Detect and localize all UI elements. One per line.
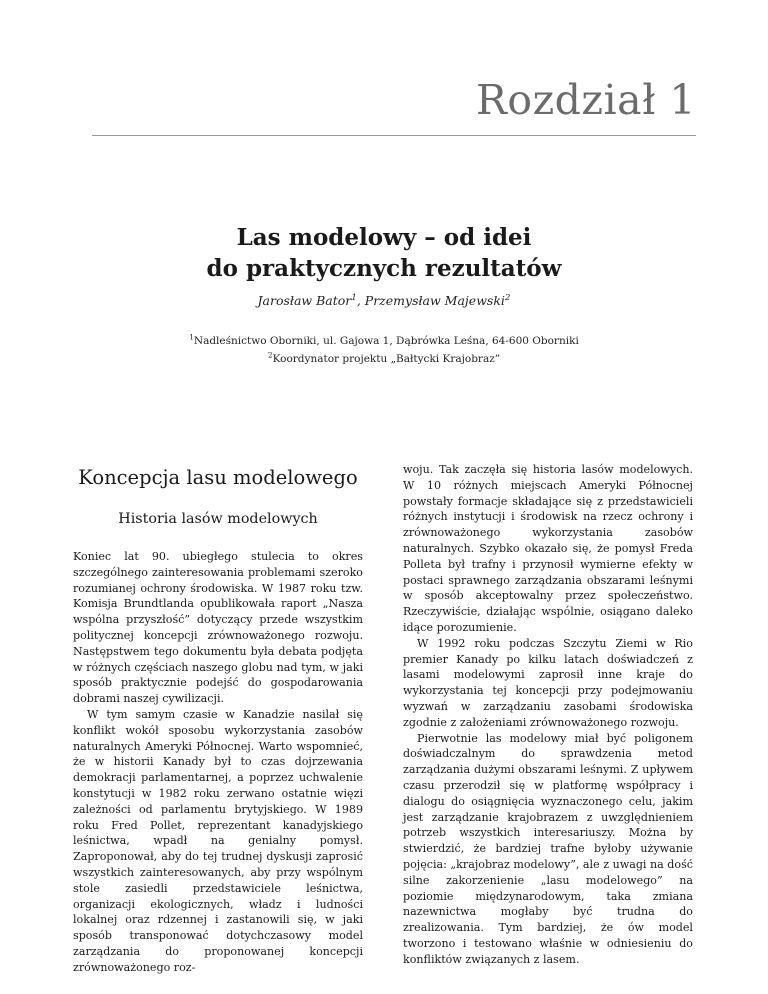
author-2: Przemysław Majewski <box>364 293 505 308</box>
article-title <box>0 222 768 284</box>
left-paragraph-2: W tym samym czasie w Kanadzie nasilał się konflikt wokół sposobu wykorzystania zasobów naturalnych Ameryki Północnej. Warto wspomnieć, że w historii Kanady był to czas dojrzewania demokracji parlamentarnej, a poprzez uchwalenie konstytucji w 1982 roku zerwano ostatnie więzi zależności od parlamentu brytyjskiego. W 1989 roku Fred Pollet, reprezentant kanadyjskiego leśnictwa, wpadł na genialny pomysł. Zaproponował, aby do tej trudnej dyskusji zaprosić wszystkich zainteresowanych, aby przy wspólnym stole zasiedli przedstawiciele leśnictwa, organizacji ekologicznych, władz i ludności lokalnej oraz rdzennej i zastanowili się, w jaki sposób transponować dotychczasowy model zarządzania do proponowanej koncepcji zrównoważonego roz- <box>73 707 363 974</box>
affiliation-2-sup: 2 <box>267 350 273 360</box>
affiliation-1-text: Nadleśnictwo Oborniki, ul. Gajowa 1, Dąbrówka Leśna, 64-600 Oborniki <box>193 335 579 347</box>
right-paragraph-1: woju. Tak zaczęła się historia lasów modelowych. W 10 różnych miejscach Ameryki Północnej powstały formacje składające się z przedstawicieli różnych instytucji i środowisk na rzecz ochrony i zrównoważonego wykorzystania zasobów naturalnych. Szybko okazało się, że pomysł Freda Polleta był trafny i przynosił wymierne efekty w postaci sprawnego zarządzania obszarami leśnymi w sposób akceptowalny przez społeczeństwo. Rzeczywiście, działając wspólnie, osiągano daleko idące porozumienie. <box>403 463 693 634</box>
chapter-label: Rozdział 1 <box>476 76 696 124</box>
affiliation-1-sup: 1 <box>189 332 194 342</box>
right-paragraph-2: W 1992 roku podczas Szczytu Ziemi w Rio premier Kanady po kilku latach doświadczeń z lasami modelowymi zaprosił inne kraje do wykorzystania tej koncepcji przy podejmowaniu wyzwań w zarządzaniu zasobami środowiska zgodnie z założeniami zrównoważonego rozwoju. <box>403 636 693 729</box>
author-2-sup: 2 <box>504 292 511 303</box>
affiliation-2-text: Koordynator projektu „Bałtycki Krajobraz” <box>272 353 501 365</box>
right-column <box>403 462 693 968</box>
left-column <box>73 462 363 976</box>
section-heading: Koncepcja lasu modelowego <box>78 466 358 489</box>
author-separator: , <box>356 293 365 308</box>
article-title-line-1: Las modelowy – od idei <box>236 224 532 251</box>
chapter-rule <box>92 135 696 136</box>
affiliation-1 <box>0 332 768 347</box>
article-title-line-2: do praktycznych rezultatów <box>206 255 562 282</box>
authors <box>0 293 768 308</box>
left-paragraph-1: Koniec lat 90. ubiegłego stulecia to okres szczególnego zainteresowania problemami szeroko rozumianej ochrony środowiska. W 1987 roku tzw. Komisja Brundtlanda opublikowała raport „Nasza wspólna przyszłość” dotyczący przede wszystkim politycznej koncepcji zrównoważonego rozwoju. Następstwem tego dokumentu była debata podjęta w różnych częściach naszego globu nad tym, w jaki sposób praktycznie podejść do gospodarowania dobrami naszej cywilizacji. <box>73 550 363 706</box>
affiliation-2 <box>0 350 768 365</box>
author-1-sup: 1 <box>351 292 357 303</box>
right-paragraph-3: Pierwotnie las modelowy miał być poligonem doświadczalnym do sprawdzenia metod zarządzania dużymi obszarami leśnymi. Z upływem czasu przerodził się w platformę współpracy i dialogu do osiągnięcia wyznaczonego celu, jakim jest zarządzanie krajobrazem z uwzględnieniem potrzeb wszystkich interesariuszy. Można by stwierdzić, że bardziej trafne byłoby używanie pojęcia: „krajobraz modelowy”, ale z uwagi na dość silne zakorzenienie „lasu modelowego” na poziomie międzynarodowym, taka zmiana nazewnictwa mogłaby być trudna do zrealizowania. Tym bardziej, że ów model tworzono i testowano właśnie w odniesieniu do konfliktów związanych z lasem. <box>403 731 693 966</box>
subsection-heading: Historia lasów modelowych <box>118 511 318 527</box>
author-1: Jarosław Bator <box>257 293 352 308</box>
